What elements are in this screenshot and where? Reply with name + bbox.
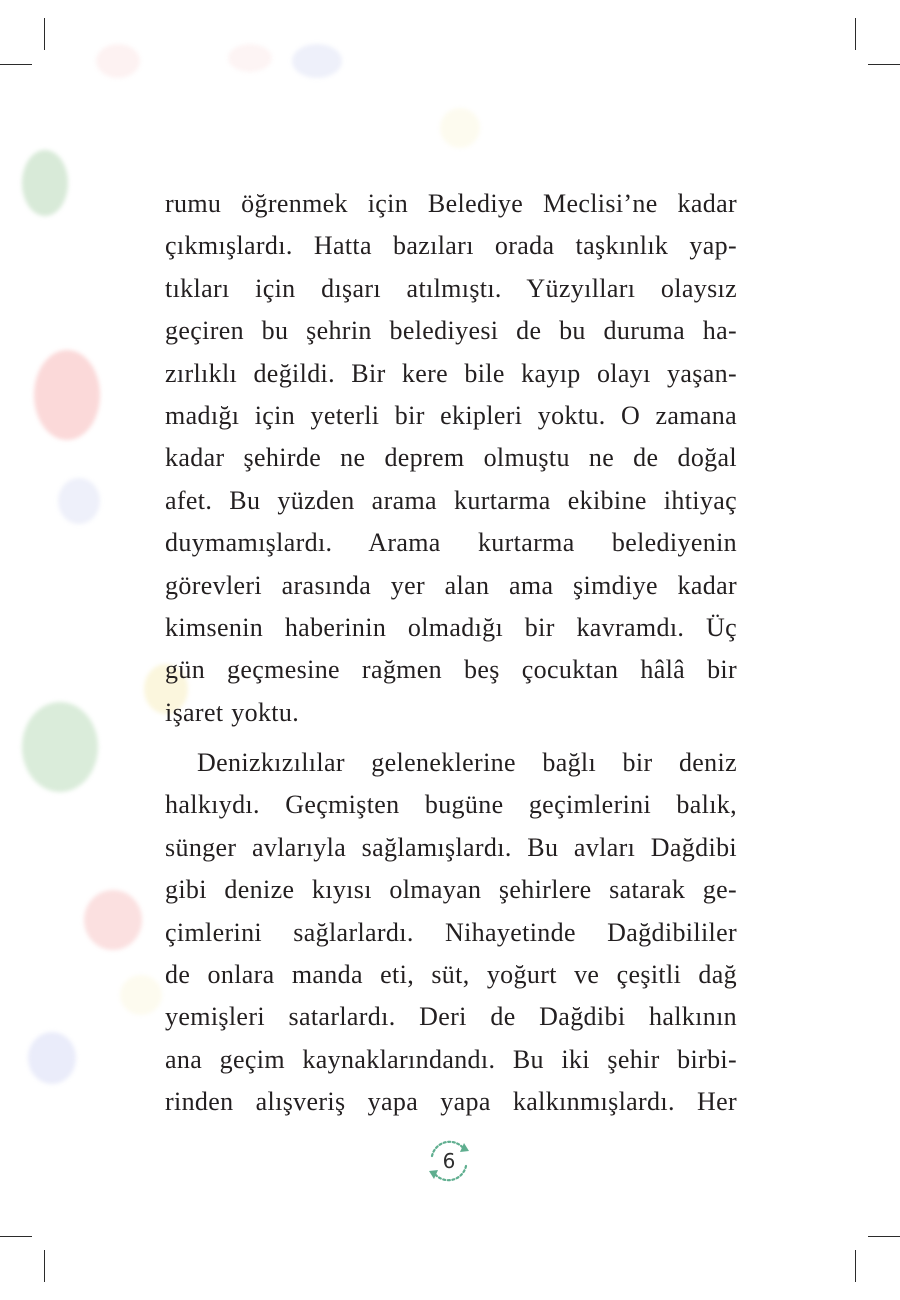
text-line: gibi denize kıyısı olmayan şehirlere satarak ge- [165, 875, 737, 905]
decorative-dot-top-pink [228, 44, 272, 72]
crop-mark-top-left-horizontal [0, 64, 32, 65]
page-number: 6 [442, 1149, 456, 1173]
text-line: gün geçmesine rağmen beş çocuktan hâlâ bir [165, 655, 737, 685]
text-line: tıkları için dışarı atılmıştı. Yüzyılları olaysız [165, 273, 737, 303]
text-line: zırlıklı değildi. Bir kere bile kayıp olayı yaşan- [165, 358, 737, 388]
text-line: kimsenin haberinin olmadığı bir kavramdı. Üç [165, 612, 737, 642]
text-line: halkıydı. Geçmişten bugüne geçimlerini balık, [165, 790, 737, 820]
text-line: ana geçim kaynaklarındandı. Bu iki şehir birbi- [165, 1044, 737, 1074]
text-line: rumu öğrenmek için Belediye Meclisi’ne kadar [165, 189, 737, 218]
text-line: afet. Bu yüzden arama kurtarma ekibine ihtiyaç [165, 485, 737, 515]
text-line: Denizkızılılar geleneklerine bağlı bir deniz [197, 748, 737, 778]
decorative-dot-yellow-2 [120, 975, 162, 1015]
text-line: yemişleri satarlardı. Deri de Dağdibi halkının [165, 1002, 737, 1032]
decorative-dot-green-2 [22, 702, 98, 792]
crop-mark-bottom-right-vertical [855, 1250, 856, 1282]
decorative-dot-blue [58, 478, 100, 524]
text-line: de onlara manda eti, süt, yoğurt ve çeşitli dağ [165, 960, 737, 990]
text-line: kadar şehirde ne deprem olmuştu ne de doğal [165, 443, 737, 473]
page-number-ornament [424, 1136, 474, 1186]
text-line: rinden alışveriş yapa yapa kalkınmışlardı. Her [165, 1087, 737, 1117]
paragraph [165, 742, 737, 1124]
paragraph-gap [165, 734, 737, 742]
text-line: çimlerini sağlarlardı. Nihayetinde Dağdibililer [165, 917, 737, 947]
decorative-dot-blue-2 [28, 1032, 76, 1084]
paragraph [165, 183, 737, 734]
decorative-dot-top-blue [292, 44, 342, 78]
text-line: sünger avlarıyla sağlamışlardı. Bu avları Dağdibi [165, 832, 737, 862]
text-line: çıkmışlardı. Hatta bazıları orada taşkınlık yap- [165, 231, 737, 261]
crop-mark-top-right-horizontal [868, 64, 900, 65]
body-text [165, 183, 737, 1124]
decorative-dot-top-yellow [440, 108, 480, 148]
crop-mark-top-left-vertical [44, 18, 45, 50]
text-line: geçiren bu şehrin belediyesi de bu duruma ha- [165, 316, 737, 346]
decorative-dot-green [22, 150, 68, 216]
decorative-dot-red [34, 350, 100, 440]
text-line: madığı için yeterli bir ekipleri yoktu. O zamana [165, 400, 737, 430]
text-line: görevleri arasında yer alan ama şimdiye kadar [165, 570, 737, 600]
crop-mark-top-right-vertical [855, 18, 856, 50]
decorative-dot-red-2 [84, 890, 142, 950]
decorative-dot-top-red [96, 44, 140, 78]
text-line: işaret yoktu. [165, 697, 300, 727]
crop-mark-bottom-left-vertical [44, 1250, 45, 1282]
crop-mark-bottom-left-horizontal [0, 1236, 32, 1237]
text-line: duymamışlardı. Arama kurtarma belediyenin [165, 528, 737, 558]
crop-mark-bottom-right-horizontal [868, 1236, 900, 1237]
